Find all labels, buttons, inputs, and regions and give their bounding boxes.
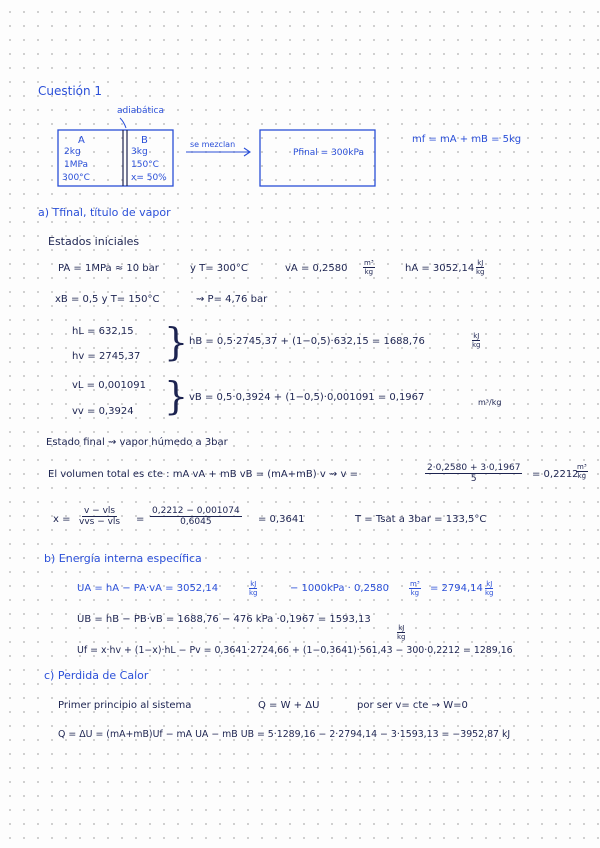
tank-b-quality: x= 50% bbox=[131, 173, 167, 183]
total-mass: mf = mA + mB = 5kg bbox=[412, 134, 522, 145]
constant-volume-condition: por ser v= cte → W=0 bbox=[357, 700, 468, 711]
tank-b-mass: 3kg bbox=[131, 147, 148, 157]
final-state-line: Estado final ⇝ vapor húmedo a 3bar bbox=[46, 437, 228, 448]
va-unit: $\frac{\text{m³}}{kg}$ bbox=[364, 259, 374, 277]
ua-middle: − 1000kPa · 0,2580 bbox=[290, 583, 390, 594]
va-value: vA = 0,2580 bbox=[285, 263, 348, 274]
hb-equation: hB = 0,5·2745,37 + (1−0,5)·632,15 = 1688,76 bbox=[189, 336, 425, 347]
quality-equals: = bbox=[136, 514, 145, 525]
tsat-value: T = Tsat a 3bar = 133,5°C bbox=[355, 514, 487, 525]
uf-equation: Uf = x·hv + (1−x)·hL − Pv = 0,3641·2724,66 + (1−0,3641)·561,43 − 300·0,2212 = 1289,16 bbox=[77, 645, 513, 656]
ub-equation: UB = hB − PB·vB = 1688,76 − 476 kPa ·0,1967 = 1593,13 bbox=[77, 614, 371, 625]
xb-value: xB = 0,5 y T= 150°C bbox=[55, 294, 160, 305]
hb-unit: $\frac{kJ}{kg}$ bbox=[472, 332, 481, 350]
volume-result: = 0,2212 bbox=[532, 469, 579, 480]
quality-fraction-symbolic: v − vls vvs − vls bbox=[79, 506, 121, 528]
volume-unit: $\frac{\text{m³}}{kg}$ bbox=[577, 463, 587, 481]
vb-unit: m³/kg bbox=[478, 398, 502, 407]
part-c-heading: c) Perdida de Calor bbox=[44, 669, 149, 682]
ub-unit: $\frac{kJ}{kg}$ bbox=[397, 624, 406, 642]
part-a-heading: a) Tfinal, título de vapor bbox=[38, 206, 171, 219]
q-equation: Q = W + ΔU bbox=[258, 700, 320, 711]
ua-result: = 2794,14 bbox=[430, 583, 483, 594]
hv-value: hv = 2745,37 bbox=[72, 351, 141, 362]
volume-equation: El volumen total es cte : mA vA + mB vB = (mA+mB) v ⇝ v = bbox=[48, 469, 358, 480]
wall-label: adiabática bbox=[117, 106, 164, 116]
tank-a-pressure: 1MPa bbox=[64, 160, 89, 170]
pb-value: ⇝ P= 4,76 bar bbox=[196, 294, 268, 305]
volume-fraction: $\frac{2\cdot 0,2580 + 3\cdot 0,1967}{5}$ bbox=[427, 463, 521, 485]
ha-value: hA = 3052,14 bbox=[405, 263, 475, 274]
ua-unit-3: $\frac{kJ}{kg}$ bbox=[485, 580, 494, 598]
tank-a-letter: A bbox=[78, 135, 85, 146]
pa-value: PA = 1MPa ≈ 10 bar bbox=[58, 263, 159, 274]
tank-a-mass: 2kg bbox=[64, 147, 81, 157]
tank-b-temperature: 150°C bbox=[131, 160, 159, 170]
quality-lhs: x = bbox=[53, 514, 71, 525]
ua-equation: UA = hA − PA·vA = 3052,14 bbox=[77, 583, 219, 594]
ua-unit-2: $\frac{\text{m³}}{kg}$ bbox=[410, 580, 420, 598]
final-state-label: Pfinal = 300kPa bbox=[293, 148, 365, 158]
question-title: Cuestión 1 bbox=[38, 84, 103, 98]
part-b-heading: b) Energía interna específica bbox=[44, 552, 202, 565]
quality-result: = 0,3641 bbox=[258, 514, 305, 525]
ta-value: y T= 300°C bbox=[190, 263, 248, 274]
first-principle: Primer principio al sistema bbox=[58, 700, 192, 711]
brace-v: } bbox=[164, 374, 189, 418]
quality-fraction-numeric: $\frac{0,2212 - 0,001074}{0,6045}$ bbox=[152, 506, 240, 528]
tank-a-temperature: 300°C bbox=[62, 173, 90, 183]
heat-equation: Q = ΔU = (mA+mB)Uf − mA UA − mB UB = 5·1289,16 − 2·2794,14 − 3·1593,13 = −3952,87 kJ bbox=[58, 729, 511, 740]
hl-value: hL = 632,15 bbox=[72, 326, 134, 337]
brace-h: } bbox=[164, 320, 189, 364]
vl-value: vL = 0,001091 bbox=[72, 380, 146, 391]
mix-label: se mezclan bbox=[190, 140, 236, 149]
ua-unit-1: $\frac{kJ}{kg}$ bbox=[249, 580, 258, 598]
ha-unit: $\frac{kJ}{kg}$ bbox=[476, 259, 485, 277]
tank-b-letter: B bbox=[141, 135, 148, 146]
vv-value: vv = 0,3924 bbox=[72, 406, 134, 417]
initial-states-label: Estados iniciales bbox=[48, 235, 140, 248]
vb-equation: vB = 0,5·0,3924 + (1−0,5)·0,001091 = 0,1967 bbox=[189, 392, 425, 403]
